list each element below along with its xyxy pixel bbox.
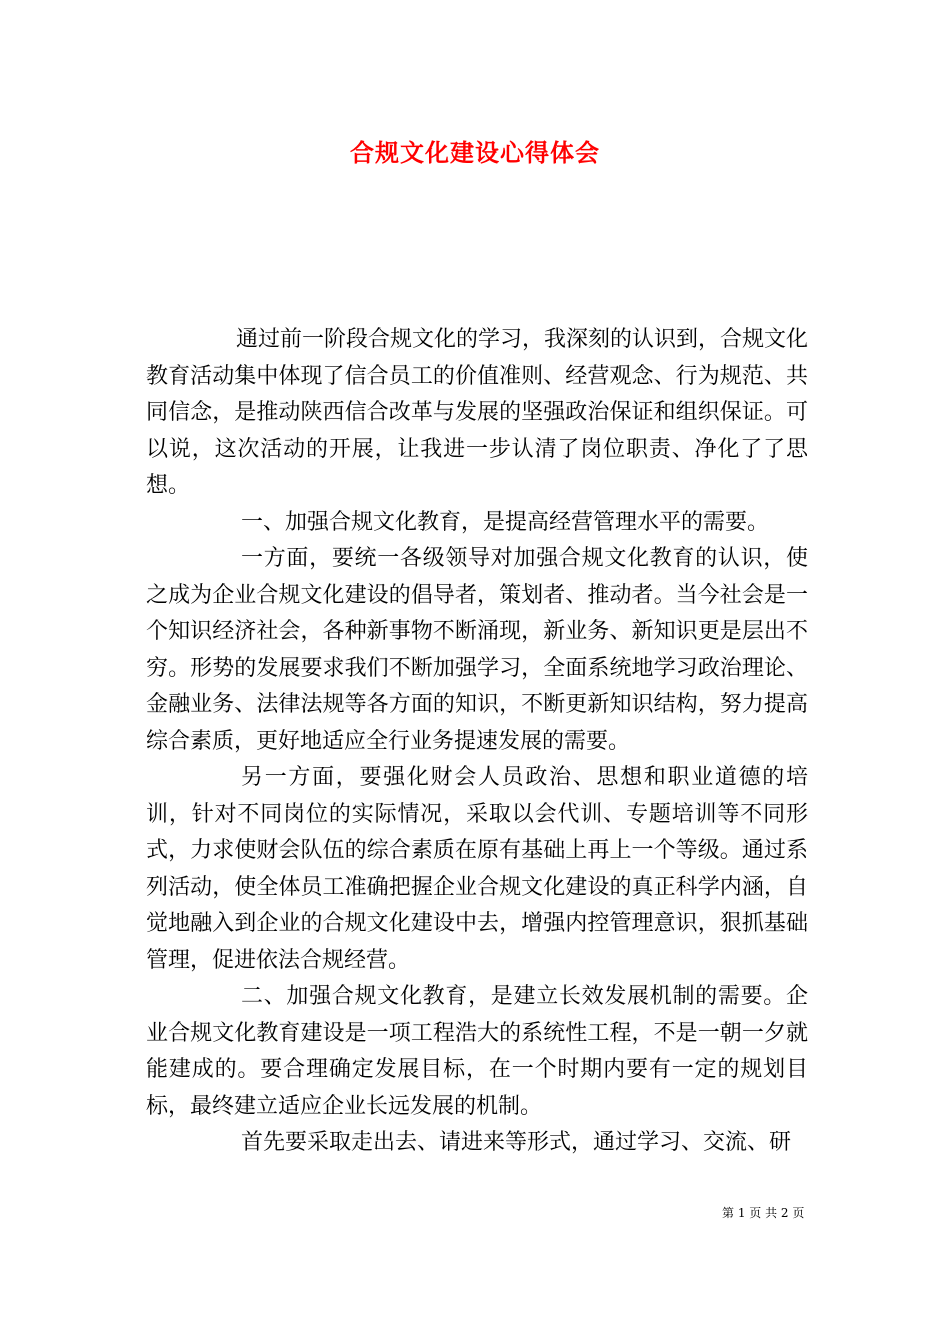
paragraph-heading-one: 一、加强合规文化教育，是提高经营管理水平的需要。 — [241, 509, 770, 535]
paragraph-heading-two: 二、加强合规文化教育，是建立长效发展机制的需要。企业合规文化教育建设是一项工程浩大的系统性工程，不是一朝一夕就能建成的。要合理确定发展目标，在一个时期内要有一定的规划目标，最终建立适应企业长远发展的机制。 — [146, 984, 808, 1119]
paragraph-intro: 通过前一阶段合规文化的学习，我深刻的认识到，合规文化教育活动集中体现了信合员工的价值准则、经营观念、行为规范、共同信念，是推动陕西信合改革与发展的坚强政治保证和组织保证。可以说，这次活动的开展，让我进一步认清了岗位职责、净化了了思想。 — [146, 327, 809, 498]
page-number-footer: 第 1 页 共 2 页 — [722, 1206, 805, 1220]
document-body — [146, 322, 808, 1162]
paragraph-one-aspect: 一方面，要统一各级领导对加强合规文化教育的认识，使之成为企业合规文化建设的倡导者，策划者、推动者。当今社会是一个知识经济社会，各种新事物不断涌现，新业务、新知识更是层出不穷。形势的发展要求我们不断加强学习，全面系统地学习政治理论、金融业务、法律法规等各方面的知识，不断更新知识结构，努力提高综合素质，更好地适应全行业务提速发展的需要。 — [146, 546, 808, 754]
paragraph-other-aspect: 另一方面，要强化财会人员政治、思想和职业道德的培训，针对不同岗位的实际情况，采取以会代训、专题培训等不同形式，力求使财会队伍的综合素质在原有基础上再上一个等级。通过系列活动，使全体员工准确把握企业合规文化建设的真正科学内涵，自觉地融入到企业的合规文化建设中去，增强内控管理意识，狠抓基础管理，促进依法合规经营。 — [146, 765, 808, 973]
document-title: 合规文化建设心得体会 — [350, 139, 600, 167]
paragraph-first-step: 首先要采取走出去、请进来等形式，通过学习、交流、研 — [241, 1130, 792, 1155]
